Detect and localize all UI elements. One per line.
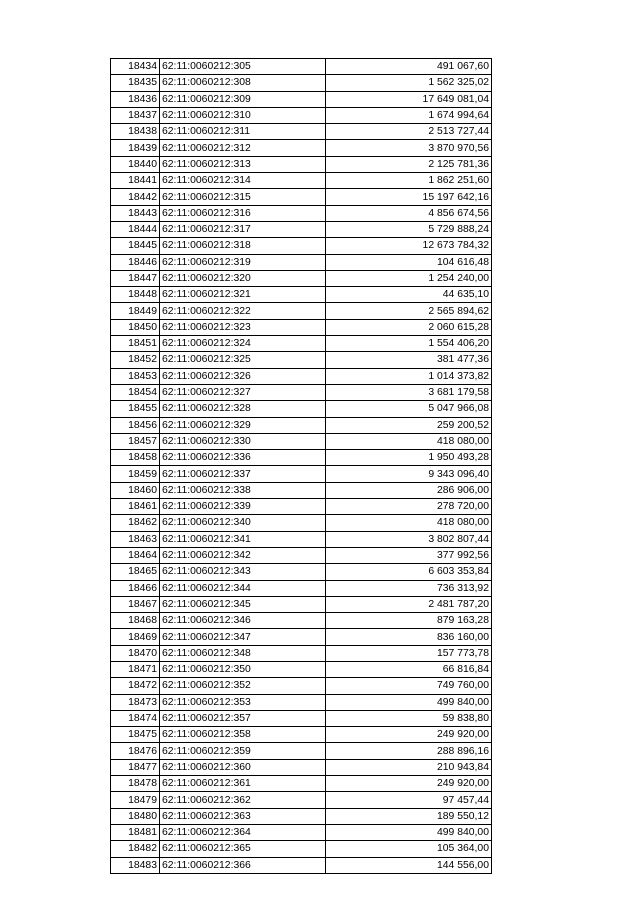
row-number-cell: 18456 [111, 417, 160, 433]
table-row [111, 352, 492, 368]
row-number-cell: 18439 [111, 140, 160, 156]
table-row [111, 433, 492, 449]
row-number-cell: 18445 [111, 238, 160, 254]
table-row [111, 156, 492, 172]
value-cell: 1 014 373,82 [326, 368, 492, 384]
value-cell: 6 603 353,84 [326, 564, 492, 580]
row-number-cell: 18461 [111, 499, 160, 515]
value-cell: 2 565 894,62 [326, 303, 492, 319]
table-row [111, 808, 492, 824]
table-row [111, 515, 492, 531]
value-cell: 97 457,44 [326, 792, 492, 808]
value-cell: 499 840,00 [326, 694, 492, 710]
value-cell: 3 870 970,56 [326, 140, 492, 156]
cadastral-number-cell: 62:11:0060212:366 [160, 857, 326, 873]
value-cell: 2 060 615,28 [326, 319, 492, 335]
cadastral-number-cell: 62:11:0060212:361 [160, 776, 326, 792]
table-row [111, 75, 492, 91]
value-cell: 879 163,28 [326, 613, 492, 629]
cadastral-number-cell: 62:11:0060212:353 [160, 694, 326, 710]
table-row [111, 450, 492, 466]
cadastral-number-cell: 62:11:0060212:311 [160, 124, 326, 140]
table-row [111, 776, 492, 792]
value-cell: 418 080,00 [326, 433, 492, 449]
table-row [111, 629, 492, 645]
cadastral-number-cell: 62:11:0060212:321 [160, 287, 326, 303]
table-row [111, 564, 492, 580]
row-number-cell: 18478 [111, 776, 160, 792]
cadastral-number-cell: 62:11:0060212:313 [160, 156, 326, 172]
table-row [111, 531, 492, 547]
table-row [111, 368, 492, 384]
table-row [111, 613, 492, 629]
row-number-cell: 18444 [111, 221, 160, 237]
value-cell: 749 760,00 [326, 678, 492, 694]
row-number-cell: 18453 [111, 368, 160, 384]
cadastral-number-cell: 62:11:0060212:319 [160, 254, 326, 270]
row-number-cell: 18462 [111, 515, 160, 531]
value-cell: 5 047 966,08 [326, 401, 492, 417]
row-number-cell: 18434 [111, 59, 160, 75]
cadastral-number-cell: 62:11:0060212:364 [160, 824, 326, 840]
value-cell: 2 513 727,44 [326, 124, 492, 140]
value-cell: 4 856 674,56 [326, 205, 492, 221]
cadastral-number-cell: 62:11:0060212:344 [160, 580, 326, 596]
value-cell: 5 729 888,24 [326, 221, 492, 237]
cadastral-number-cell: 62:11:0060212:337 [160, 466, 326, 482]
table-row [111, 466, 492, 482]
cadastral-number-cell: 62:11:0060212:318 [160, 238, 326, 254]
row-number-cell: 18465 [111, 564, 160, 580]
value-cell: 249 920,00 [326, 776, 492, 792]
cadastral-number-cell: 62:11:0060212:348 [160, 645, 326, 661]
table-row [111, 759, 492, 775]
table-row [111, 189, 492, 205]
table-row [111, 401, 492, 417]
value-cell: 59 838,80 [326, 710, 492, 726]
row-number-cell: 18452 [111, 352, 160, 368]
row-number-cell: 18473 [111, 694, 160, 710]
row-number-cell: 18464 [111, 547, 160, 563]
row-number-cell: 18469 [111, 629, 160, 645]
table-row [111, 482, 492, 498]
row-number-cell: 18450 [111, 319, 160, 335]
table-row [111, 59, 492, 75]
row-number-cell: 18471 [111, 661, 160, 677]
cadastral-number-cell: 62:11:0060212:365 [160, 841, 326, 857]
row-number-cell: 18447 [111, 270, 160, 286]
cadastral-value-table [110, 58, 492, 874]
cadastral-number-cell: 62:11:0060212:310 [160, 107, 326, 123]
row-number-cell: 18463 [111, 531, 160, 547]
row-number-cell: 18443 [111, 205, 160, 221]
value-cell: 2 125 781,36 [326, 156, 492, 172]
cadastral-number-cell: 62:11:0060212:352 [160, 678, 326, 694]
row-number-cell: 18446 [111, 254, 160, 270]
cadastral-number-cell: 62:11:0060212:340 [160, 515, 326, 531]
value-cell: 15 197 642,16 [326, 189, 492, 205]
cadastral-number-cell: 62:11:0060212:347 [160, 629, 326, 645]
cadastral-number-cell: 62:11:0060212:326 [160, 368, 326, 384]
table-row [111, 124, 492, 140]
cadastral-number-cell: 62:11:0060212:341 [160, 531, 326, 547]
value-cell: 1 562 325,02 [326, 75, 492, 91]
value-cell: 3 681 179,58 [326, 384, 492, 400]
value-cell: 278 720,00 [326, 499, 492, 515]
value-cell: 44 635,10 [326, 287, 492, 303]
cadastral-number-cell: 62:11:0060212:362 [160, 792, 326, 808]
table-row [111, 270, 492, 286]
row-number-cell: 18436 [111, 91, 160, 107]
cadastral-number-cell: 62:11:0060212:346 [160, 613, 326, 629]
cadastral-number-cell: 62:11:0060212:363 [160, 808, 326, 824]
cadastral-number-cell: 62:11:0060212:336 [160, 450, 326, 466]
value-cell: 17 649 081,04 [326, 91, 492, 107]
table-row [111, 287, 492, 303]
cadastral-number-cell: 62:11:0060212:345 [160, 596, 326, 612]
table-row [111, 841, 492, 857]
table-row [111, 205, 492, 221]
row-number-cell: 18441 [111, 173, 160, 189]
table-row [111, 694, 492, 710]
cadastral-number-cell: 62:11:0060212:330 [160, 433, 326, 449]
value-cell: 259 200,52 [326, 417, 492, 433]
value-cell: 1 554 406,20 [326, 336, 492, 352]
cadastral-number-cell: 62:11:0060212:358 [160, 727, 326, 743]
value-cell: 286 906,00 [326, 482, 492, 498]
table-row [111, 173, 492, 189]
cadastral-number-cell: 62:11:0060212:317 [160, 221, 326, 237]
cadastral-number-cell: 62:11:0060212:339 [160, 499, 326, 515]
row-number-cell: 18454 [111, 384, 160, 400]
cadastral-number-cell: 62:11:0060212:329 [160, 417, 326, 433]
row-number-cell: 18457 [111, 433, 160, 449]
value-cell: 2 481 787,20 [326, 596, 492, 612]
cadastral-number-cell: 62:11:0060212:343 [160, 564, 326, 580]
row-number-cell: 18455 [111, 401, 160, 417]
value-cell: 9 343 096,40 [326, 466, 492, 482]
table-row [111, 417, 492, 433]
row-number-cell: 18467 [111, 596, 160, 612]
cadastral-number-cell: 62:11:0060212:359 [160, 743, 326, 759]
value-cell: 1 254 240,00 [326, 270, 492, 286]
value-cell: 66 816,84 [326, 661, 492, 677]
value-cell: 499 840,00 [326, 824, 492, 840]
value-cell: 12 673 784,32 [326, 238, 492, 254]
table-row [111, 645, 492, 661]
row-number-cell: 18468 [111, 613, 160, 629]
table-row [111, 547, 492, 563]
row-number-cell: 18435 [111, 75, 160, 91]
value-cell: 736 313,92 [326, 580, 492, 596]
table-row [111, 661, 492, 677]
value-cell: 381 477,36 [326, 352, 492, 368]
cadastral-number-cell: 62:11:0060212:308 [160, 75, 326, 91]
value-cell: 836 160,00 [326, 629, 492, 645]
table-row [111, 792, 492, 808]
row-number-cell: 18449 [111, 303, 160, 319]
cadastral-number-cell: 62:11:0060212:315 [160, 189, 326, 205]
table-row [111, 221, 492, 237]
cadastral-number-cell: 62:11:0060212:314 [160, 173, 326, 189]
table-row [111, 238, 492, 254]
row-number-cell: 18476 [111, 743, 160, 759]
value-cell: 249 920,00 [326, 727, 492, 743]
cadastral-number-cell: 62:11:0060212:320 [160, 270, 326, 286]
cadastral-number-cell: 62:11:0060212:350 [160, 661, 326, 677]
row-number-cell: 18459 [111, 466, 160, 482]
row-number-cell: 18472 [111, 678, 160, 694]
value-cell: 144 556,00 [326, 857, 492, 873]
cadastral-number-cell: 62:11:0060212:357 [160, 710, 326, 726]
cadastral-number-cell: 62:11:0060212:327 [160, 384, 326, 400]
cadastral-number-cell: 62:11:0060212:324 [160, 336, 326, 352]
row-number-cell: 18448 [111, 287, 160, 303]
row-number-cell: 18470 [111, 645, 160, 661]
table-row [111, 743, 492, 759]
table-row [111, 107, 492, 123]
value-cell: 157 773,78 [326, 645, 492, 661]
table-row [111, 140, 492, 156]
row-number-cell: 18482 [111, 841, 160, 857]
value-cell: 377 992,56 [326, 547, 492, 563]
table-row [111, 596, 492, 612]
table-row [111, 678, 492, 694]
table-row [111, 580, 492, 596]
value-cell: 288 896,16 [326, 743, 492, 759]
row-number-cell: 18442 [111, 189, 160, 205]
table-row [111, 319, 492, 335]
table-row [111, 336, 492, 352]
cadastral-number-cell: 62:11:0060212:323 [160, 319, 326, 335]
row-number-cell: 18451 [111, 336, 160, 352]
cadastral-number-cell: 62:11:0060212:305 [160, 59, 326, 75]
row-number-cell: 18477 [111, 759, 160, 775]
cadastral-number-cell: 62:11:0060212:325 [160, 352, 326, 368]
table-row [111, 499, 492, 515]
row-number-cell: 18480 [111, 808, 160, 824]
table-row [111, 384, 492, 400]
cadastral-number-cell: 62:11:0060212:338 [160, 482, 326, 498]
table-row [111, 727, 492, 743]
row-number-cell: 18483 [111, 857, 160, 873]
row-number-cell: 18437 [111, 107, 160, 123]
table-row [111, 91, 492, 107]
row-number-cell: 18458 [111, 450, 160, 466]
value-cell: 105 364,00 [326, 841, 492, 857]
table-row [111, 710, 492, 726]
table-body [111, 59, 492, 874]
row-number-cell: 18481 [111, 824, 160, 840]
value-cell: 1 950 493,28 [326, 450, 492, 466]
row-number-cell: 18479 [111, 792, 160, 808]
value-cell: 1 862 251,60 [326, 173, 492, 189]
row-number-cell: 18438 [111, 124, 160, 140]
cadastral-number-cell: 62:11:0060212:316 [160, 205, 326, 221]
row-number-cell: 18460 [111, 482, 160, 498]
value-cell: 104 616,48 [326, 254, 492, 270]
row-number-cell: 18474 [111, 710, 160, 726]
value-cell: 1 674 994,64 [326, 107, 492, 123]
cadastral-number-cell: 62:11:0060212:312 [160, 140, 326, 156]
cadastral-number-cell: 62:11:0060212:342 [160, 547, 326, 563]
cadastral-number-cell: 62:11:0060212:328 [160, 401, 326, 417]
table-row [111, 824, 492, 840]
value-cell: 418 080,00 [326, 515, 492, 531]
row-number-cell: 18466 [111, 580, 160, 596]
value-cell: 189 550,12 [326, 808, 492, 824]
cadastral-number-cell: 62:11:0060212:360 [160, 759, 326, 775]
value-cell: 3 802 807,44 [326, 531, 492, 547]
row-number-cell: 18440 [111, 156, 160, 172]
value-cell: 491 067,60 [326, 59, 492, 75]
cadastral-number-cell: 62:11:0060212:309 [160, 91, 326, 107]
value-cell: 210 943,84 [326, 759, 492, 775]
table-row [111, 254, 492, 270]
table-row [111, 303, 492, 319]
cadastral-number-cell: 62:11:0060212:322 [160, 303, 326, 319]
table-row [111, 857, 492, 873]
row-number-cell: 18475 [111, 727, 160, 743]
